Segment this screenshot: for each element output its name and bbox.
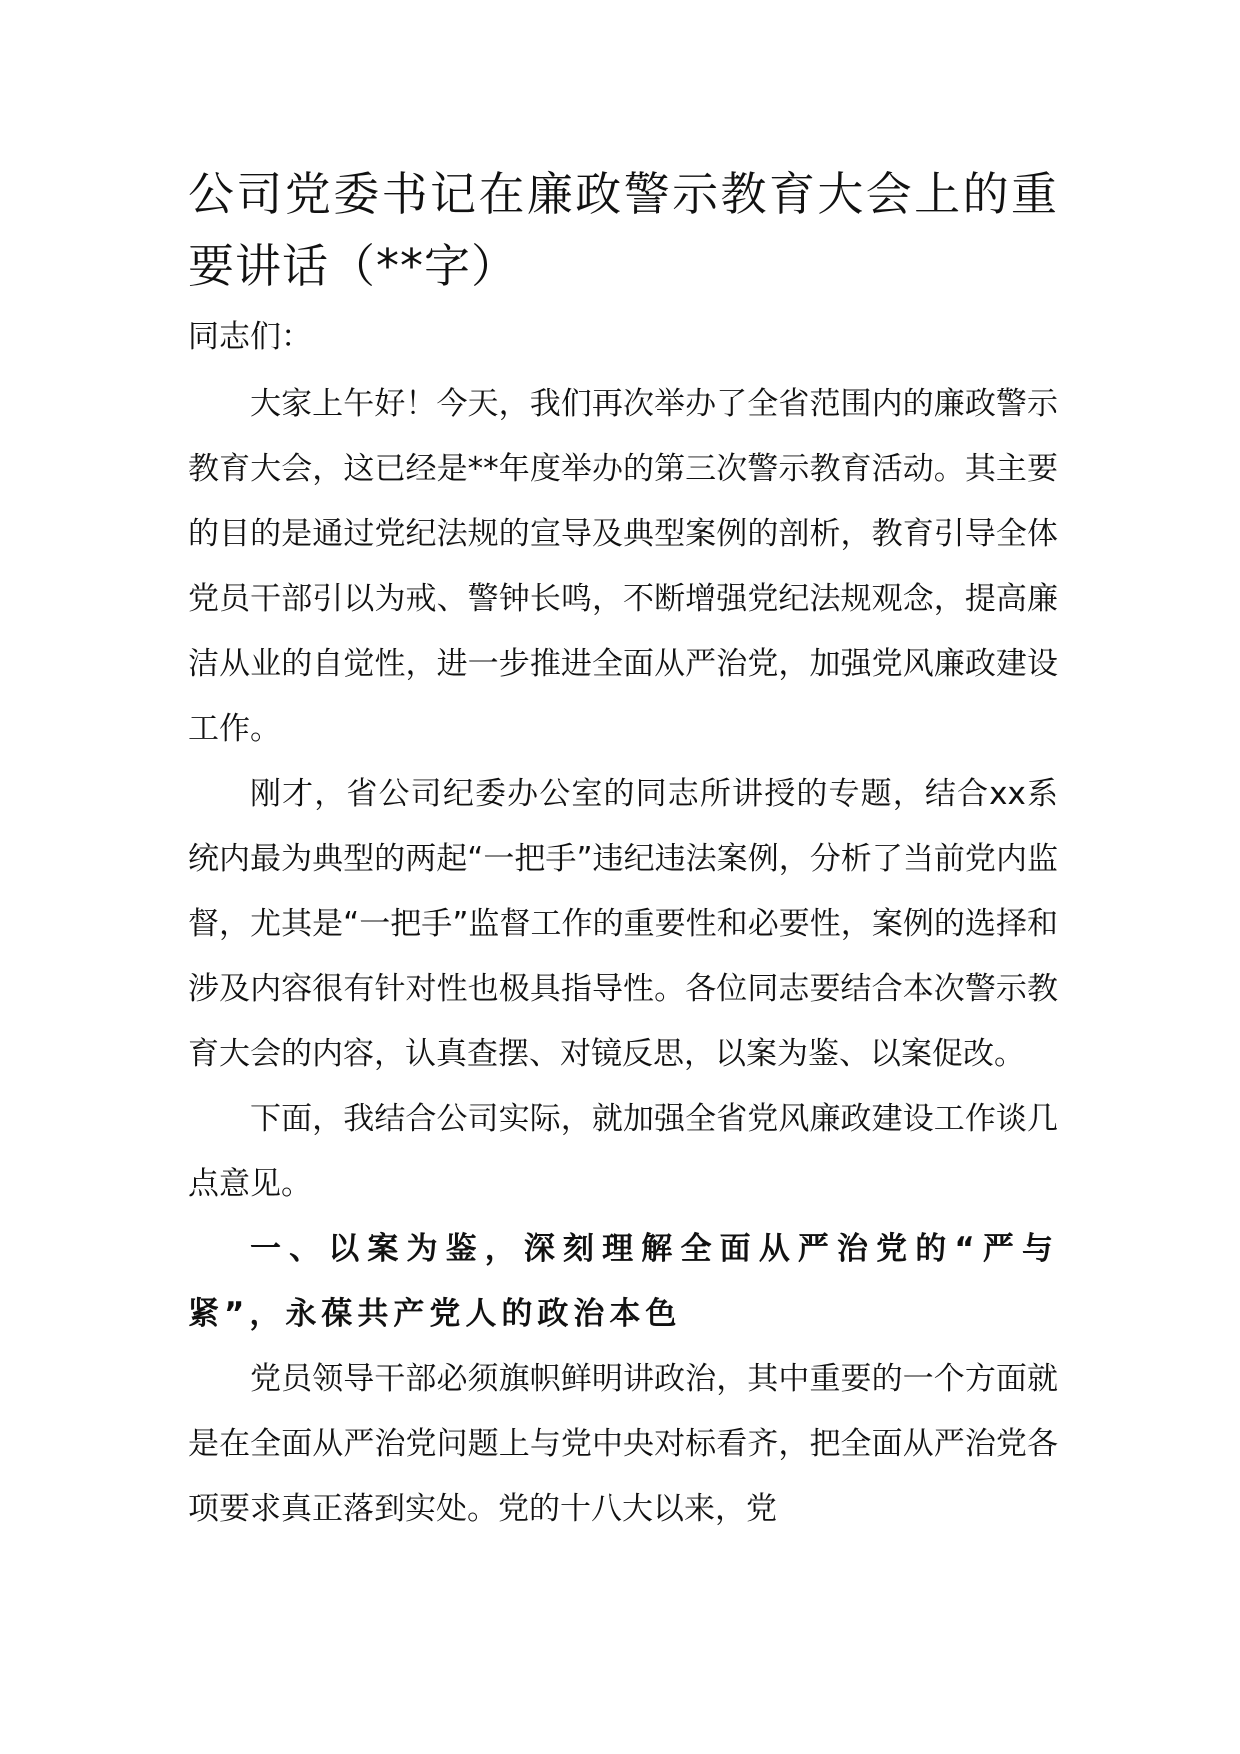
paragraph-3: 下面，我结合公司实际，就加强全省党风廉政建设工作谈几点意见。 bbox=[188, 1101, 1058, 1202]
paragraph-2: 刚才，省公司纪委办公室的同志所讲授的专题，结合xx系统内最为典型的两起“一把手”违纪违法案例，分析了当前党内监督，尤其是“一把手”监督工作的重要性和必要性，案例的选择和涉及内容很有针对性也极具指导性。各位同志要结合本次警示教育大会的内容，认真查摆、对镜反思，以案为鉴、以案促改。 bbox=[188, 776, 1058, 1072]
salutation: 同志们： bbox=[188, 319, 312, 355]
document-page bbox=[188, 158, 1058, 1542]
document-title: 公司党委书记在廉政警示教育大会上的重要讲话（**字） bbox=[188, 167, 1058, 293]
section-paragraph-1: 党员领导干部必须旗帜鲜明讲政治，其中重要的一个方面就是在全面从严治党问题上与党中央对标看齐，把全面从严治党各项要求真正落到实处。党的十八大以来，党 bbox=[188, 1361, 1058, 1527]
paragraph-1: 大家上午好！今天，我们再次举办了全省范围内的廉政警示教育大会，这已经是**年度举办的第三次警示教育活动。其主要的目的是通过党纪法规的宣导及典型案例的剖析，教育引导全体党员干部引以为戒、警钟长鸣，不断增强党纪法规观念，提高廉洁从业的自觉性，进一步推进全面从严治党，加强党风廉政建设工作。 bbox=[188, 386, 1058, 747]
section-heading-1: 一、以案为鉴，深刻理解全面从严治党的“严与紧”，永葆共产党人的政治本色 bbox=[188, 1231, 1058, 1332]
